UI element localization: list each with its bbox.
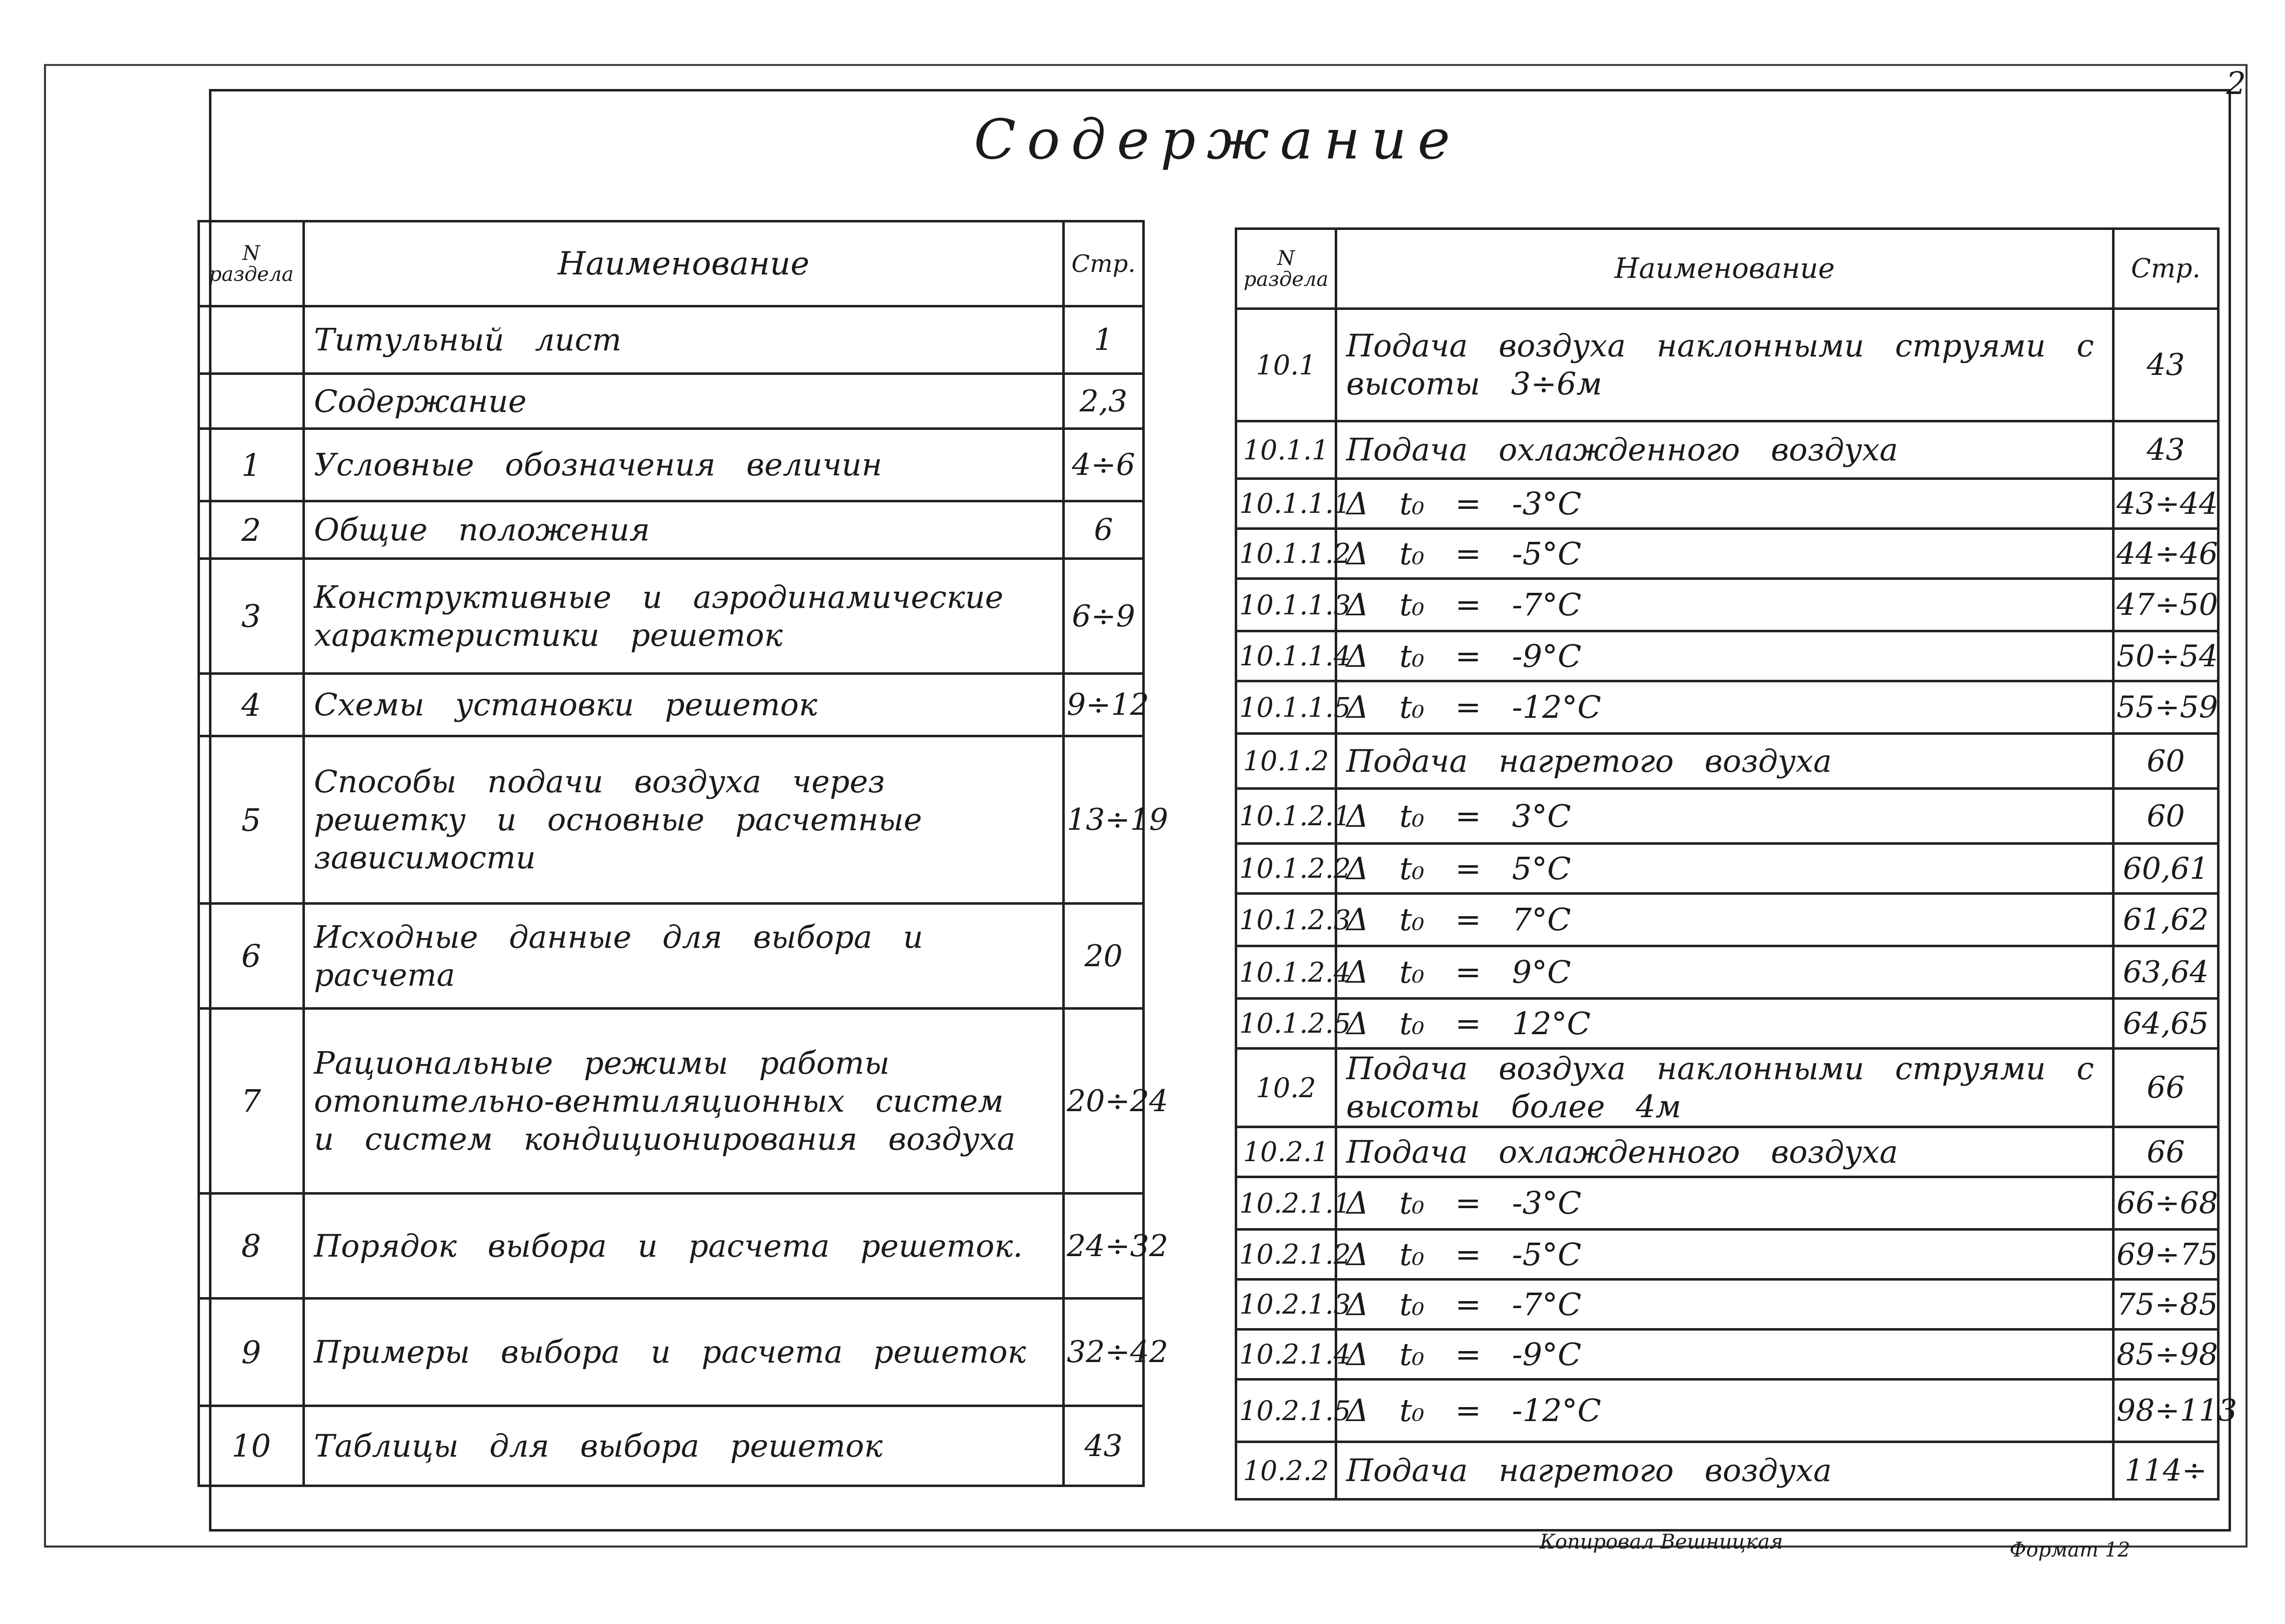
footer-copied: Копировал Вешницкая (1540, 1531, 1783, 1554)
left-toc-row (199, 1299, 1144, 1406)
right-toc-row (1236, 529, 2219, 579)
right-contents-table (1235, 227, 2238, 1501)
footer-format: Формат 12 (2010, 1539, 2131, 1562)
sheet-number: 2 (2226, 65, 2246, 101)
right-row-num: 10.1.2.4 (1236, 946, 1336, 999)
right-row-num: 10.1.2.5 (1236, 999, 1336, 1049)
right-row-page: 114÷ (2114, 1442, 2219, 1500)
left-toc-row (199, 736, 1144, 904)
left-row-page: 4÷6 (1064, 429, 1144, 501)
right-toc-row (1236, 681, 2219, 734)
left-toc-row (199, 559, 1144, 674)
right-row-num: 10.1.1.4 (1236, 631, 1336, 681)
right-row-num: 10.1.1 (1236, 421, 1336, 479)
left-row-name: Рациональные режимы работы отопительно-вентиляционных систем и систем кондиционирования воздуха (304, 1009, 1064, 1194)
left-toc-row (199, 306, 1144, 374)
right-row-name: Подача нагретого воздуха (1336, 1442, 2114, 1500)
right-row-page: 61,62 (2114, 894, 2219, 946)
left-toc-row (199, 429, 1144, 501)
right-toc-row (1236, 1442, 2219, 1500)
left-row-page: 2,3 (1064, 374, 1144, 429)
right-row-page: 98÷113 (2114, 1380, 2219, 1442)
right-toc-row (1236, 999, 2219, 1049)
right-toc-row (1236, 479, 2219, 529)
left-row-num: 5 (199, 736, 304, 904)
right-row-page: 69÷75 (2114, 1230, 2219, 1280)
right-row-num: 10.1.2.2 (1236, 844, 1336, 894)
right-row-page: 64,65 (2114, 999, 2219, 1049)
right-row-num: 10.1.1.1 (1236, 479, 1336, 529)
left-row-page: 20 (1064, 904, 1144, 1009)
right-row-num: 10.2.1.3 (1236, 1280, 1336, 1330)
right-row-page: 66 (2114, 1127, 2219, 1177)
right-row-page: 60,61 (2114, 844, 2219, 894)
right-row-name: Δ t₀ = -3°C (1336, 1177, 2114, 1230)
right-row-name: Δ t₀ = -7°C (1336, 1280, 2114, 1330)
right-toc-row (1236, 631, 2219, 681)
left-row-num: 9 (199, 1299, 304, 1406)
left-header-page: Стр. (1064, 221, 1144, 306)
right-toc-row (1236, 1177, 2219, 1230)
left-row-num: 2 (199, 501, 304, 559)
left-row-page: 6 (1064, 501, 1144, 559)
right-row-page: 50÷54 (2114, 631, 2219, 681)
right-row-num: 10.2.1.1 (1236, 1177, 1336, 1230)
right-row-page: 66÷68 (2114, 1177, 2219, 1230)
right-row-name: Подача воздуха наклонными струями с высоты 3÷6м (1336, 309, 2114, 421)
left-row-name: Способы подачи воздуха через решетку и основные расчетные зависимости (304, 736, 1064, 904)
left-header-name: Наименование (304, 221, 1064, 306)
right-row-name: Δ t₀ = 3°C (1336, 789, 2114, 844)
right-row-num: 10.1.2.1 (1236, 789, 1336, 844)
right-toc-row (1236, 946, 2219, 999)
right-row-num: 10.2.1.5 (1236, 1380, 1336, 1442)
left-row-num: 10 (199, 1406, 304, 1486)
left-row-name: Содержание (304, 374, 1064, 429)
right-row-page: 63,64 (2114, 946, 2219, 999)
right-row-num: 10.2.1.4 (1236, 1330, 1336, 1380)
right-row-page: 43 (2114, 309, 2219, 421)
right-toc-row (1236, 309, 2219, 421)
left-toc-row (199, 1194, 1144, 1299)
right-row-name: Подача воздуха наклонными струями с высоты более 4м (1336, 1049, 2114, 1127)
left-row-num: 6 (199, 904, 304, 1009)
right-row-page: 60 (2114, 789, 2219, 844)
right-header-num: N раздела (1236, 229, 1336, 309)
right-header-name: Наименование (1336, 229, 2114, 309)
left-row-page: 6÷9 (1064, 559, 1144, 674)
right-row-page: 75÷85 (2114, 1280, 2219, 1330)
right-row-page: 47÷50 (2114, 579, 2219, 631)
left-toc-row (199, 374, 1144, 429)
right-toc-row (1236, 1230, 2219, 1280)
left-row-page: 43 (1064, 1406, 1144, 1486)
right-row-page: 55÷59 (2114, 681, 2219, 734)
right-row-name: Δ t₀ = 5°C (1336, 844, 2114, 894)
right-toc-row (1236, 844, 2219, 894)
left-row-name: Таблицы для выбора решеток (304, 1406, 1064, 1486)
left-toc-row (199, 1406, 1144, 1486)
left-row-num: 8 (199, 1194, 304, 1299)
left-row-num: 1 (199, 429, 304, 501)
right-row-num: 10.2 (1236, 1049, 1336, 1127)
right-row-name: Δ t₀ = -7°C (1336, 579, 2114, 631)
left-row-name: Конструктивные и аэродинамические характеристики решеток (304, 559, 1064, 674)
left-row-name: Общие положения (304, 501, 1064, 559)
right-row-name: Δ t₀ = -12°C (1336, 1380, 2114, 1442)
left-row-name: Условные обозначения величин (304, 429, 1064, 501)
right-toc-row (1236, 1280, 2219, 1330)
left-row-name: Схемы установки решеток (304, 674, 1064, 736)
right-row-page: 43 (2114, 421, 2219, 479)
right-row-num: 10.1.1.3 (1236, 579, 1336, 631)
left-toc-row (199, 501, 1144, 559)
left-row-name: Примеры выбора и расчета решеток (304, 1299, 1064, 1406)
right-row-name: Подача охлажденного воздуха (1336, 1127, 2114, 1177)
right-row-page: 44÷46 (2114, 529, 2219, 579)
right-toc-row (1236, 1127, 2219, 1177)
right-row-name: Δ t₀ = -3°C (1336, 479, 2114, 529)
right-row-num: 10.2.1.2 (1236, 1230, 1336, 1280)
right-row-num: 10.1.2 (1236, 734, 1336, 789)
left-row-num: 7 (199, 1009, 304, 1194)
right-row-name: Δ t₀ = 7°C (1336, 894, 2114, 946)
left-contents-table (197, 220, 1168, 1487)
right-row-num: 10.2.2 (1236, 1442, 1336, 1500)
right-toc-row (1236, 1330, 2219, 1380)
right-row-page: 60 (2114, 734, 2219, 789)
left-header-num: N раздела (199, 221, 304, 306)
right-toc-row (1236, 894, 2219, 946)
right-row-page: 43÷44 (2114, 479, 2219, 529)
right-header-page: Стр. (2114, 229, 2219, 309)
right-row-num: 10.1 (1236, 309, 1336, 421)
right-row-num: 10.1.2.3 (1236, 894, 1336, 946)
right-row-name: Δ t₀ = 12°C (1336, 999, 2114, 1049)
right-toc-row (1236, 789, 2219, 844)
left-row-page: 20÷24 (1064, 1009, 1144, 1194)
right-row-num: 10.1.1.5 (1236, 681, 1336, 734)
right-row-name: Δ t₀ = -5°C (1336, 1230, 2114, 1280)
right-toc-row (1236, 579, 2219, 631)
right-row-page: 66 (2114, 1049, 2219, 1127)
left-row-page: 24÷32 (1064, 1194, 1144, 1299)
right-toc-row (1236, 734, 2219, 789)
right-row-name: Δ t₀ = -12°C (1336, 681, 2114, 734)
right-row-name: Δ t₀ = -9°C (1336, 631, 2114, 681)
left-toc-row (199, 904, 1144, 1009)
left-row-num: 3 (199, 559, 304, 674)
left-row-num: 4 (199, 674, 304, 736)
right-row-num: 10.2.1 (1236, 1127, 1336, 1177)
right-row-name: Δ t₀ = -9°C (1336, 1330, 2114, 1380)
right-row-page: 85÷98 (2114, 1330, 2219, 1380)
left-toc-row (199, 674, 1144, 736)
left-row-page: 1 (1064, 306, 1144, 374)
left-row-num (199, 306, 304, 374)
left-row-page: 13÷19 (1064, 736, 1144, 904)
right-row-name: Δ t₀ = 9°C (1336, 946, 2114, 999)
left-row-num (199, 374, 304, 429)
right-row-name: Подача охлажденного воздуха (1336, 421, 2114, 479)
right-row-name: Подача нагретого воздуха (1336, 734, 2114, 789)
left-row-page: 32÷42 (1064, 1299, 1144, 1406)
left-row-name: Исходные данные для выбора и расчета (304, 904, 1064, 1009)
left-row-name: Титульный лист (304, 306, 1064, 374)
left-row-page: 9÷12 (1064, 674, 1144, 736)
right-toc-row (1236, 1380, 2219, 1442)
right-row-num: 10.1.1.2 (1236, 529, 1336, 579)
right-toc-row (1236, 421, 2219, 479)
right-row-name: Δ t₀ = -5°C (1336, 529, 2114, 579)
left-row-name: Порядок выбора и расчета решеток. (304, 1194, 1064, 1299)
left-toc-row (199, 1009, 1144, 1194)
right-toc-row (1236, 1049, 2219, 1127)
page-title: Содержание (974, 107, 1461, 171)
